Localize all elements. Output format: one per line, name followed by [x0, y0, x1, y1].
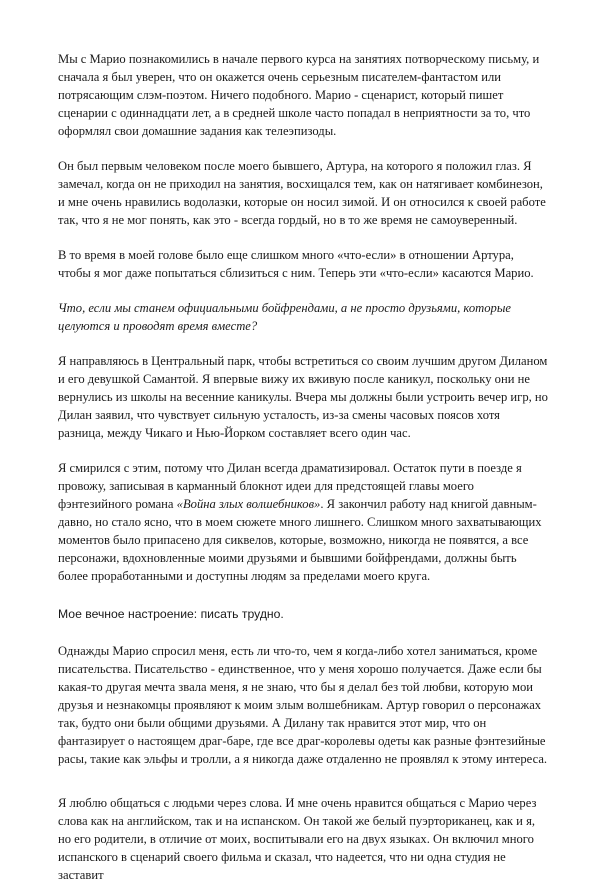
paragraph-2: Он был первым человеком после моего бывшего, Артура, на которого я положил глаз. Я замечал, когда он не приходил на занятия, восхищался тем, как он натягивает комбинезон, и мне очень нравились водолазки, которые он носил зимой. И он относился к своей работе так, что я не мог понять, как это - всегда гордый, но в то же время не самоуверенный. — [58, 159, 546, 227]
paragraph-6 — [58, 459, 548, 585]
paragraph-9: Я люблю общаться с людьми через слова. И мне очень нравится общаться с Марио через слова как на английском, так и на испанском. Он такой же белый пуэрториканец, как и я, но его родители, в отличие от моих, воспитывали его на двух языках. Он включил много испанского в сценарий своего фильма и сказал, что надеется, что ни одна студия не заставит — [58, 796, 537, 882]
paragraph-8: Однажды Марио спросил меня, есть ли что-то, чем я когда-либо хотел заниматься, кроме писательства. Писательство - единственное, что у меня хорошо получается. Даже если бы какая-то другая мечта звала меня, я не знаю, что бы я делал без той любви, которую мои друзья и незнакомцы проявляют к моим злым волшебникам. Артур говорил о персонажах так, будто они были общими друзьями. А Дилану так нравится этот мир, что он фантазирует о настоящем драг-баре, где все драг-королевы одеты как разные фэнтезийные расы, такие как эльфы и тролли, а я никогда даже отдаленно не проявлял к этому интереса. — [58, 644, 548, 766]
book-title: «Война злых волшебников» — [176, 497, 321, 511]
paragraph-3: В то время в моей голове было еще слишком много «что-если» в отношении Артура, чтобы я мог даже попытаться сблизиться с ним. Теперь эти «что-если» касаются Марио. — [58, 248, 534, 280]
paragraph-1: Мы с Марио познакомились в начале первого курса на занятиях потворческому письму, и сначала я был уверен, что он окажется очень серьезным писателем-фантастом или потрясающим слэм-поэтом. Ничего подобного. Марио - сценарист, который пишет сценарии с одиннадцати лет, а в средней школе часто попадал в неприятности за то, что оформлял свои домашние задания как телеэпизоды. — [58, 52, 540, 138]
paragraph-6-part-b: . Я закончил работу над книгой давным-давно, но стало ясно, что в моем сюжете много лишнего. Слишком много захватывающих моментов было припасено для сиквелов, которые, возможно, никогда не появятся, а все персонажи, вдохновленные моими друзьями и бывшими бойфрендами, должны быть более проработанными и доступны людям за пределами моего круга. — [58, 497, 542, 583]
paragraph-5: Я направляюсь в Центральный парк, чтобы встретиться со своим лучшим другом Диланом и его девушкой Самантой. Я впервые вижу их вживую после каникул, поскольку они не вернулись из школы на весенние каникулы. Вчера мы должны были устроить вечер игр, но Дилан заявил, что чувствует сильную усталость, из-за смены часовых поясов хотя разница, между Чикаго и Нью-Йорком составляет всего один час. — [58, 354, 548, 440]
paragraph-6-part-a: Я смирился с этим, потому что Дилан всегда драматизировал. Остаток пути в поезде я провожу, записывая в карманный блокнот идеи для предстоящей главы моего фэнтезийного романа — [58, 461, 522, 511]
paragraph-4-italic-thought: Что, если мы станем официальными бойфрендами, а не просто друзьями, которые целуются и проводят время вместе? — [58, 301, 511, 333]
paragraph-7-mood: Мое вечное настроение: писать трудно. — [58, 607, 284, 621]
